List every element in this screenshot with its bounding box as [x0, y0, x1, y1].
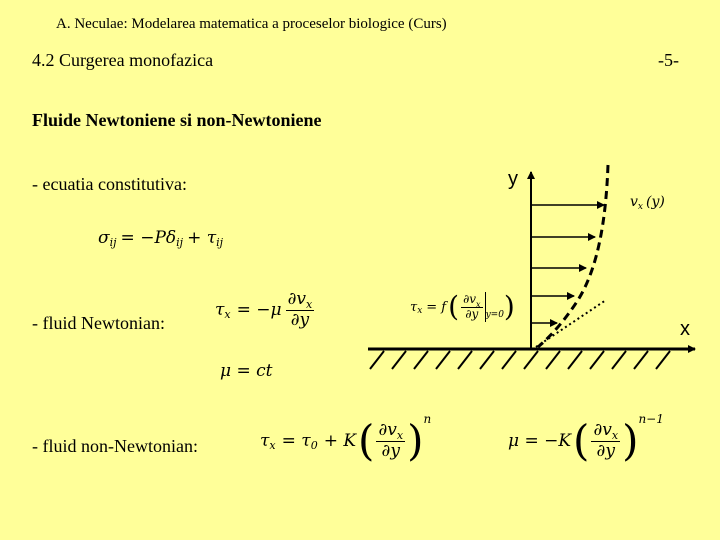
tau-subscript: x: [417, 306, 423, 316]
delta-subscript: ij: [176, 235, 184, 249]
fraction-numerator: ∂v: [593, 419, 612, 440]
velocity-symbol: v: [630, 194, 638, 210]
tau-subscript: x: [269, 438, 276, 452]
left-paren: (: [573, 416, 590, 465]
viscosity-term: μ = −K: [508, 431, 572, 451]
fraction-denominator: ∂y: [381, 440, 400, 461]
slide-subtitle: Fluide Newtoniene si non-Newtoniene: [32, 110, 322, 130]
fraction-denominator: ∂y: [465, 306, 479, 321]
numerator-subscript: x: [396, 428, 404, 442]
tau0-subscript: 0: [310, 438, 318, 452]
left-paren: (: [448, 290, 460, 323]
tau-subscript: x: [224, 307, 231, 321]
wall-gradient-fraction: [461, 293, 483, 322]
velocity-arrows: [531, 205, 604, 323]
fraction-denominator: ∂y: [596, 440, 615, 461]
right-paren: ): [503, 290, 515, 323]
viscosity-exponent: n−1: [638, 412, 664, 426]
sigma-symbol: σ: [98, 228, 110, 248]
wall-hatching: [370, 351, 670, 369]
yield-stress-term: = τ: [281, 431, 311, 451]
page-number: -5-: [658, 50, 679, 70]
pressure-term: = −Pδ: [120, 228, 177, 248]
right-paren: ): [622, 416, 639, 465]
mu-constant-equation: μ = ct: [220, 361, 273, 381]
velocity-argument: (y): [646, 194, 665, 210]
left-paren: (: [358, 416, 375, 465]
tau-symbol: τ: [410, 299, 418, 315]
mu-term: = −μ: [236, 300, 282, 321]
tau-term: + τ: [187, 228, 217, 248]
bullet-constitutive: - ecuatia constitutiva:: [32, 174, 187, 194]
x-axis-label: x: [680, 318, 690, 340]
velocity-profile-curve: [538, 165, 608, 347]
sigma-subscript: ij: [109, 235, 117, 249]
fraction-denominator: ∂y: [290, 309, 310, 330]
numerator-subscript: x: [305, 298, 313, 311]
y-axis-label: y: [508, 168, 518, 190]
function-term: = f: [426, 299, 447, 315]
consistency-term: + K: [323, 431, 357, 451]
evaluation-point: y=0: [485, 310, 504, 320]
section-title: 4.2 Curgerea monofazica: [32, 50, 214, 70]
velocity-label: [630, 194, 665, 210]
bullet-newtonian: - fluid Newtonian:: [32, 313, 165, 333]
power-exponent: n: [423, 412, 432, 426]
bullet-non-newtonian: - fluid non-Newtonian:: [32, 436, 198, 456]
fraction-numerator: ∂v: [378, 419, 397, 440]
numerator-subscript: x: [611, 428, 619, 442]
velocity-subscript: x: [637, 202, 643, 212]
fraction-numerator: ∂v: [287, 289, 306, 309]
fraction-numerator: ∂v: [463, 291, 477, 306]
tau-subscript: ij: [216, 235, 224, 249]
tau-symbol: τ: [215, 300, 225, 321]
tau-symbol: τ: [260, 431, 270, 451]
numerator-subscript: x: [476, 299, 481, 309]
right-paren: ): [407, 416, 424, 465]
wall-stress-equation: [410, 292, 515, 322]
course-header: A. Neculae: Modelarea matematica a proceselor biologice (Curs): [56, 16, 447, 32]
